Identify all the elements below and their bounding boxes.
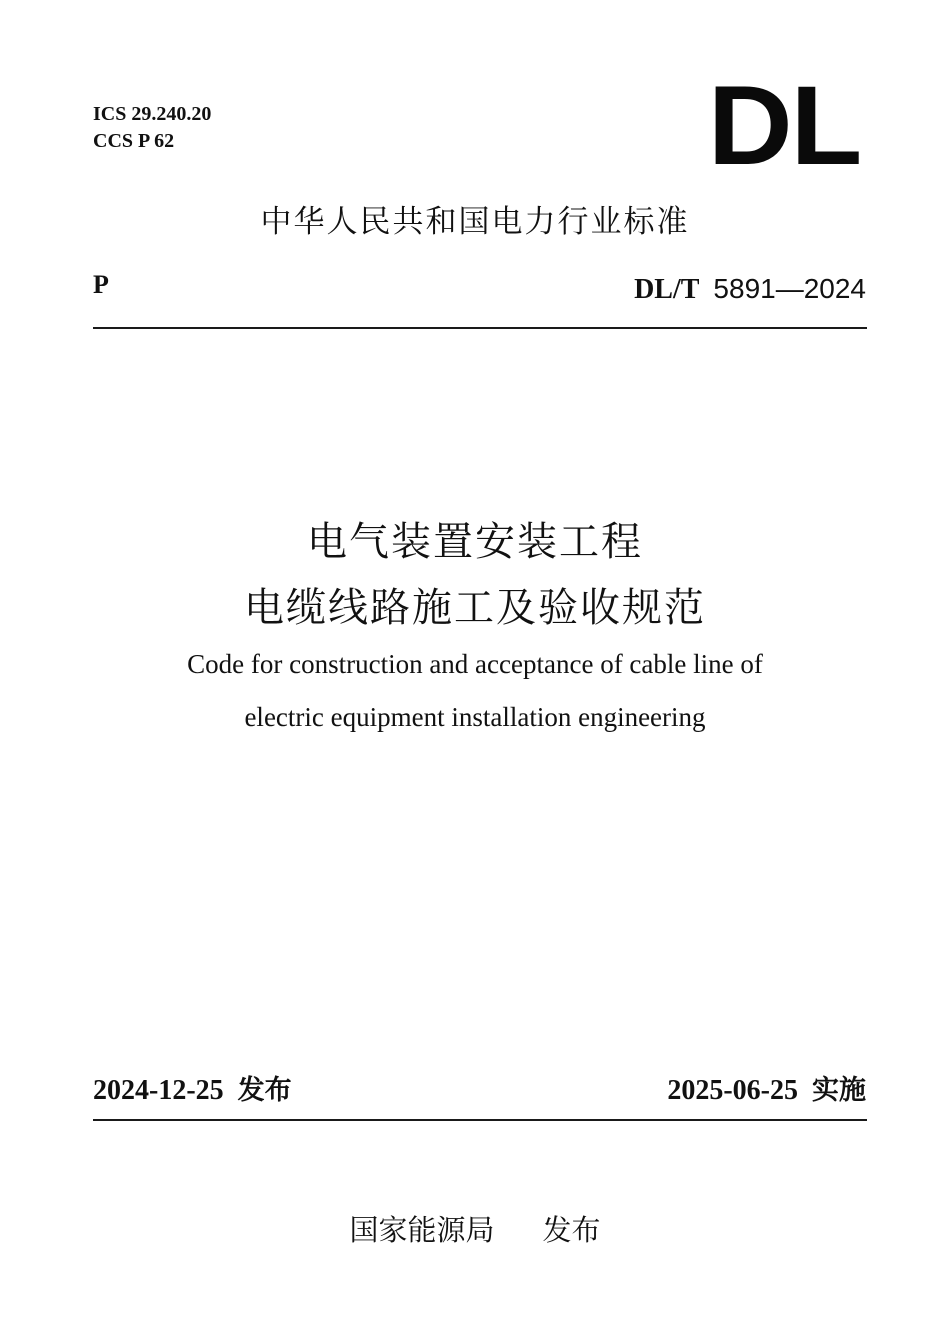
classification-letter: P bbox=[93, 270, 109, 299]
standard-number-prefix: DL/T bbox=[634, 274, 700, 305]
issue-date-value: 2024-12-25 bbox=[93, 1075, 224, 1106]
bottom-divider bbox=[93, 1119, 867, 1121]
title-cn-line1: 电气装置安装工程 bbox=[307, 519, 643, 565]
title-cn-line2: 电缆线路施工及验收规范 bbox=[244, 585, 706, 631]
title-en-line1: Code for construction and acceptance of cable line of bbox=[187, 649, 763, 679]
classification-codes bbox=[93, 101, 211, 155]
dl-logo: DL bbox=[707, 63, 860, 188]
implement-date bbox=[667, 1072, 866, 1110]
implement-date-value: 2025-06-25 bbox=[667, 1075, 798, 1106]
title-en-line2: electric equipment installation engineering bbox=[244, 702, 706, 732]
publisher bbox=[0, 1210, 950, 1250]
issue-date bbox=[93, 1072, 292, 1110]
publisher-action: 发布 bbox=[542, 1213, 601, 1247]
ccs-code: CCS P 62 bbox=[93, 130, 175, 152]
issue-date-label: 发布 bbox=[237, 1075, 292, 1106]
standard-number-value: 5891—2024 bbox=[713, 273, 866, 304]
implement-date-label: 实施 bbox=[812, 1075, 866, 1106]
standard-number bbox=[634, 272, 866, 307]
ics-code: ICS 29.240.20 bbox=[93, 103, 212, 125]
publisher-name: 国家能源局 bbox=[349, 1213, 495, 1247]
top-divider bbox=[93, 327, 867, 329]
standard-type: 中华人民共和国电力行业标准 bbox=[260, 204, 690, 240]
